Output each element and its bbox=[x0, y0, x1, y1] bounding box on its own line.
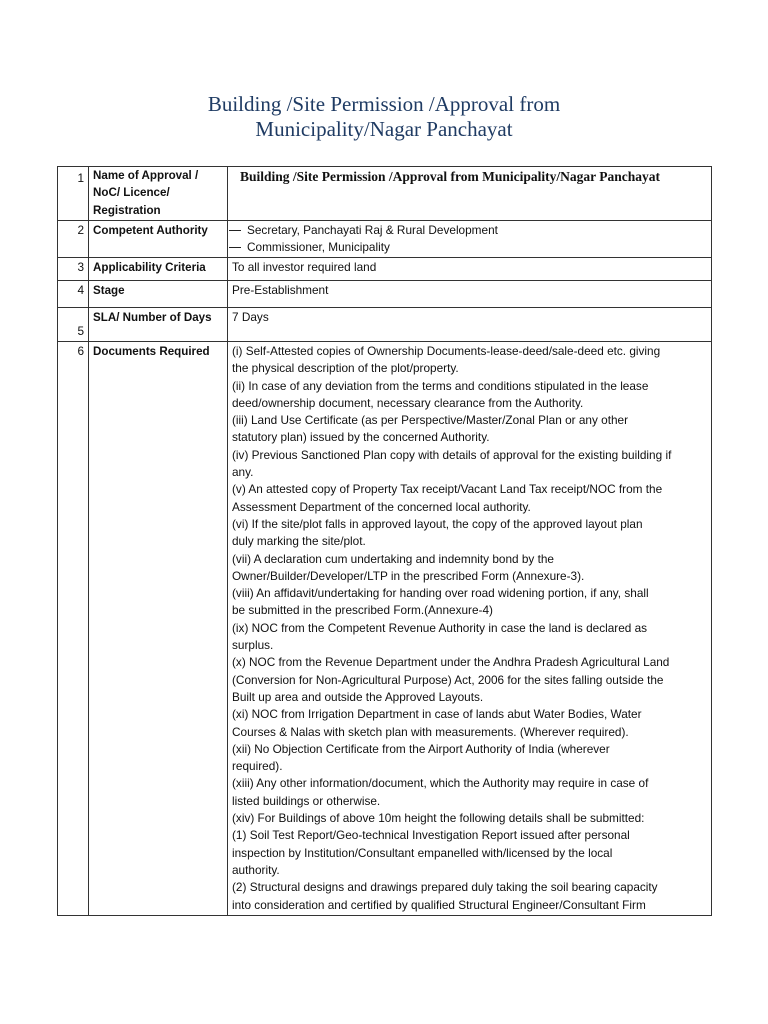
document-line: (vii) A declaration cum undertaking and indemnity bond by the bbox=[232, 551, 554, 566]
document-line: (vi) If the site/plot falls in approved layout, the copy of the approved layout plan bbox=[232, 516, 643, 531]
approval-name: Building /Site Permission /Approval from Municipality/Nagar Panchayat bbox=[240, 169, 661, 184]
label-line: Registration bbox=[93, 203, 161, 217]
table-row bbox=[58, 342, 712, 916]
document-line: (i) Self-Attested copies of Ownership Documents-lease-deed/sale-deed etc. giving bbox=[232, 344, 661, 358]
document-line: authority. bbox=[232, 862, 280, 877]
row-number: 5 bbox=[58, 308, 89, 342]
title-line-1: Building /Site Permission /Approval from bbox=[207, 92, 561, 116]
table-row bbox=[58, 308, 712, 342]
approval-table bbox=[57, 166, 712, 916]
table-row bbox=[58, 167, 712, 221]
document-line: (xii) No Objection Certificate from the Airport Authority of India (wherever bbox=[232, 741, 610, 756]
row-number: 6 bbox=[58, 342, 89, 916]
row-label: Competent Authority bbox=[89, 221, 228, 258]
label-line: NoC/ Licence/ bbox=[93, 186, 170, 200]
document-line: any. bbox=[232, 465, 254, 480]
authority-text: Commissioner, Municipality bbox=[247, 239, 390, 254]
row-label: Stage bbox=[89, 281, 228, 308]
row-number: 1 bbox=[58, 167, 89, 221]
document-line: duly marking the site/plot. bbox=[232, 534, 366, 549]
document-line: the physical description of the plot/property. bbox=[232, 361, 459, 376]
document-line: (ii) In case of any deviation from the terms and conditions stipulated in the lease bbox=[232, 378, 649, 393]
document-line: listed buildings or otherwise. bbox=[232, 793, 381, 808]
row-number: 4 bbox=[58, 281, 89, 308]
authority-item bbox=[232, 239, 707, 256]
row-number: 3 bbox=[58, 258, 89, 281]
page-title bbox=[0, 92, 768, 142]
document-line: (1) Soil Test Report/Geo-technical Investigation Report issued after personal bbox=[232, 828, 630, 843]
document-line: (viii) An affidavit/undertaking for handing over road widening portion, if any, shall bbox=[232, 586, 649, 601]
table-row bbox=[58, 281, 712, 308]
authority-item bbox=[232, 222, 707, 239]
document-line: surplus. bbox=[232, 638, 274, 653]
document-line: inspection by Institution/Consultant empanelled with/licensed by the local bbox=[232, 845, 613, 860]
dash-icon bbox=[229, 247, 241, 248]
table-row bbox=[58, 221, 712, 258]
row-value bbox=[228, 167, 712, 221]
row-value: 7 Days bbox=[228, 308, 712, 342]
authority-text: Secretary, Panchayati Raj & Rural Development bbox=[247, 222, 498, 237]
document-line: (xiv) For Buildings of above 10m height the following details shall be submitted: bbox=[232, 811, 645, 826]
document-line: Owner/Builder/Developer/LTP in the prescribed Form (Annexure-3). bbox=[232, 568, 585, 583]
row-label: Applicability Criteria bbox=[89, 258, 228, 281]
document-line: (v) An attested copy of Property Tax receipt/Vacant Land Tax receipt/NOC from the bbox=[232, 482, 663, 497]
document-line: Courses & Nalas with sketch plan with measurements. (Wherever required). bbox=[232, 724, 629, 739]
document-line: statutory plan) issued by the concerned Authority. bbox=[232, 430, 490, 445]
document-line: (iii) Land Use Certificate (as per Perspective/Master/Zonal Plan or any other bbox=[232, 413, 629, 428]
label-line: Name of Approval / bbox=[93, 169, 199, 182]
document-line: (iv) Previous Sanctioned Plan copy with details of approval for the existing building if bbox=[232, 447, 672, 462]
document-line: into consideration and certified by qualified Structural Engineer/Consultant Firm bbox=[232, 897, 646, 912]
row-value: To all investor required land bbox=[228, 258, 712, 281]
document-line: be submitted in the prescribed Form.(Annexure-4) bbox=[232, 603, 493, 618]
row-number: 2 bbox=[58, 221, 89, 258]
row-label bbox=[89, 167, 228, 221]
document-line: deed/ownership document, necessary clearance from the Authority. bbox=[232, 395, 584, 410]
document-line: Assessment Department of the concerned local authority. bbox=[232, 499, 531, 514]
document-line: (xi) NOC from Irrigation Department in case of lands abut Water Bodies, Water bbox=[232, 707, 642, 722]
table-row bbox=[58, 258, 712, 281]
documents-list bbox=[228, 342, 712, 916]
document-line: (x) NOC from the Revenue Department under the Andhra Pradesh Agricultural Land bbox=[232, 655, 670, 670]
document-line: (Conversion for Non-Agricultural Purpose) Act, 2006 for the sites falling outside the bbox=[232, 672, 664, 687]
row-label: Documents Required bbox=[89, 342, 228, 916]
row-value bbox=[228, 221, 712, 258]
document-line: (xiii) Any other information/document, which the Authority may require in case of bbox=[232, 776, 649, 791]
title-line-2: Municipality/Nagar Panchayat bbox=[255, 117, 513, 141]
row-label: SLA/ Number of Days bbox=[89, 308, 228, 342]
row-value: Pre-Establishment bbox=[228, 281, 712, 308]
document-line: (ix) NOC from the Competent Revenue Authority in case the land is declared as bbox=[232, 620, 648, 635]
dash-icon bbox=[229, 230, 241, 231]
document-line: (2) Structural designs and drawings prepared duly taking the soil bearing capacity bbox=[232, 880, 658, 895]
document-line: Built up area and outside the Approved Layouts. bbox=[232, 689, 484, 704]
document-line: required). bbox=[232, 759, 283, 774]
